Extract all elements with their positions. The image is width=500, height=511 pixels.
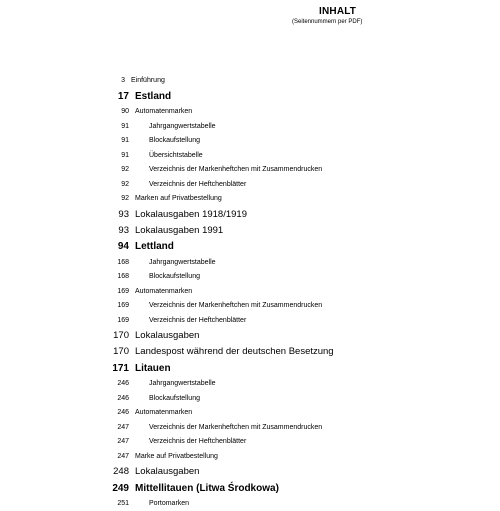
toc-entry-label: Lokalausgaben 1991 bbox=[135, 225, 223, 236]
toc-entry[interactable] bbox=[0, 391, 500, 406]
toc-entry[interactable] bbox=[0, 449, 500, 464]
toc-page-number: 171 bbox=[0, 363, 135, 374]
toc-entry-label: Estland bbox=[135, 91, 171, 102]
toc-page-number: 92 bbox=[0, 166, 135, 173]
toc-page-number: 249 bbox=[0, 483, 135, 494]
toc-entry[interactable] bbox=[0, 464, 500, 480]
toc-entry-label: Litauen bbox=[135, 363, 171, 374]
toc-entry-label: Lokalausgaben 1918/1919 bbox=[135, 209, 247, 220]
toc-page-number: 94 bbox=[0, 241, 135, 252]
toc-entry[interactable] bbox=[0, 377, 500, 392]
toc-entry[interactable] bbox=[0, 406, 500, 421]
toc-entry-label: Automatenmarken bbox=[135, 288, 192, 295]
page-title: INHALT bbox=[319, 6, 356, 17]
toc-entry-label: Verzeichnis der Markenheftchen mit Zusammendrucken bbox=[135, 302, 322, 309]
toc-entry-label: Landespost während der deutschen Besetzung bbox=[135, 346, 334, 357]
toc-page-number: 3 bbox=[0, 77, 131, 84]
toc-page-number: 93 bbox=[0, 225, 135, 236]
toc-entry[interactable] bbox=[0, 497, 500, 511]
toc-entry[interactable] bbox=[0, 163, 500, 178]
toc-page-number: 91 bbox=[0, 152, 135, 159]
toc-entry-label: Automatenmarken bbox=[135, 108, 192, 115]
toc-entry-label: Jahrgangwertstabelle bbox=[135, 259, 216, 266]
toc-entry[interactable] bbox=[0, 148, 500, 163]
toc-entry[interactable] bbox=[0, 255, 500, 270]
toc-entry-label: Automatenmarken bbox=[135, 409, 192, 416]
toc-entry-label: Lokalausgaben bbox=[135, 466, 199, 477]
toc-entry[interactable] bbox=[0, 435, 500, 450]
table-of-contents bbox=[0, 73, 500, 511]
toc-page-number: 169 bbox=[0, 288, 135, 295]
toc-entry-label: Portomarken bbox=[135, 500, 189, 507]
toc-entry-label: Blockaufstellung bbox=[135, 137, 200, 144]
toc-page-number: 169 bbox=[0, 302, 135, 309]
toc-page-number: 246 bbox=[0, 380, 135, 387]
toc-entry-label: Einführung bbox=[131, 77, 165, 84]
toc-entry[interactable] bbox=[0, 206, 500, 222]
toc-page-number: 247 bbox=[0, 438, 135, 445]
toc-entry-label: Blockaufstellung bbox=[135, 395, 200, 402]
toc-page-number: 248 bbox=[0, 466, 135, 477]
toc-page-number: 90 bbox=[0, 108, 135, 115]
toc-entry[interactable] bbox=[0, 238, 500, 255]
toc-entry[interactable] bbox=[0, 328, 500, 344]
toc-header bbox=[0, 4, 500, 32]
toc-entry-label: Blockaufstellung bbox=[135, 273, 200, 280]
toc-entry-label: Verzeichnis der Markenheftchen mit Zusammendrucken bbox=[135, 424, 322, 431]
toc-entry[interactable] bbox=[0, 344, 500, 360]
toc-entry-label: Verzeichnis der Heftchenblätter bbox=[135, 438, 246, 445]
toc-entry[interactable] bbox=[0, 119, 500, 134]
toc-entry-label: Marken auf Privatbestellung bbox=[135, 195, 222, 202]
toc-page-number: 247 bbox=[0, 453, 135, 460]
toc-page-number: 91 bbox=[0, 137, 135, 144]
toc-entry[interactable] bbox=[0, 88, 500, 105]
toc-page-number: 92 bbox=[0, 195, 135, 202]
toc-entry[interactable] bbox=[0, 313, 500, 328]
toc-page-number: 91 bbox=[0, 123, 135, 130]
toc-page-number: 246 bbox=[0, 395, 135, 402]
toc-entry[interactable] bbox=[0, 270, 500, 285]
toc-entry-label: Verzeichnis der Markenheftchen mit Zusammendrucken bbox=[135, 166, 322, 173]
toc-entry-label: Jahrgangwertstabelle bbox=[135, 123, 216, 130]
toc-entry[interactable] bbox=[0, 284, 500, 299]
toc-entry-label: Übersichtstabelle bbox=[135, 152, 203, 159]
toc-entry-label: Jahrgangwertstabelle bbox=[135, 380, 216, 387]
toc-entry-label: Lokalausgaben bbox=[135, 330, 199, 341]
toc-entry-label: Mittellitauen (Litwa Środkowa) bbox=[135, 483, 279, 494]
toc-entry[interactable] bbox=[0, 480, 500, 497]
toc-entry-label: Verzeichnis der Heftchenblätter bbox=[135, 181, 246, 188]
toc-entry-label: Marke auf Privatbestellung bbox=[135, 453, 218, 460]
toc-entry[interactable] bbox=[0, 73, 500, 88]
toc-page-number: 93 bbox=[0, 209, 135, 220]
toc-page-number: 169 bbox=[0, 317, 135, 324]
toc-entry[interactable] bbox=[0, 105, 500, 120]
toc-entry[interactable] bbox=[0, 222, 500, 238]
toc-entry-label: Verzeichnis der Heftchenblätter bbox=[135, 317, 246, 324]
toc-page-number: 168 bbox=[0, 259, 135, 266]
toc-entry[interactable] bbox=[0, 420, 500, 435]
toc-page-number: 246 bbox=[0, 409, 135, 416]
toc-page-number: 247 bbox=[0, 424, 135, 431]
toc-entry-label: Lettland bbox=[135, 241, 174, 252]
toc-entry[interactable] bbox=[0, 134, 500, 149]
toc-page-number: 92 bbox=[0, 181, 135, 188]
toc-entry[interactable] bbox=[0, 177, 500, 192]
toc-page-number: 251 bbox=[0, 500, 135, 507]
toc-page-number: 17 bbox=[0, 91, 135, 102]
toc-entry[interactable] bbox=[0, 360, 500, 377]
toc-page-number: 170 bbox=[0, 330, 135, 341]
toc-entry[interactable] bbox=[0, 299, 500, 314]
toc-page-number: 168 bbox=[0, 273, 135, 280]
toc-entry[interactable] bbox=[0, 192, 500, 207]
toc-page-number: 170 bbox=[0, 346, 135, 357]
page-subtitle: (Seitennummern per PDF) bbox=[292, 19, 362, 25]
